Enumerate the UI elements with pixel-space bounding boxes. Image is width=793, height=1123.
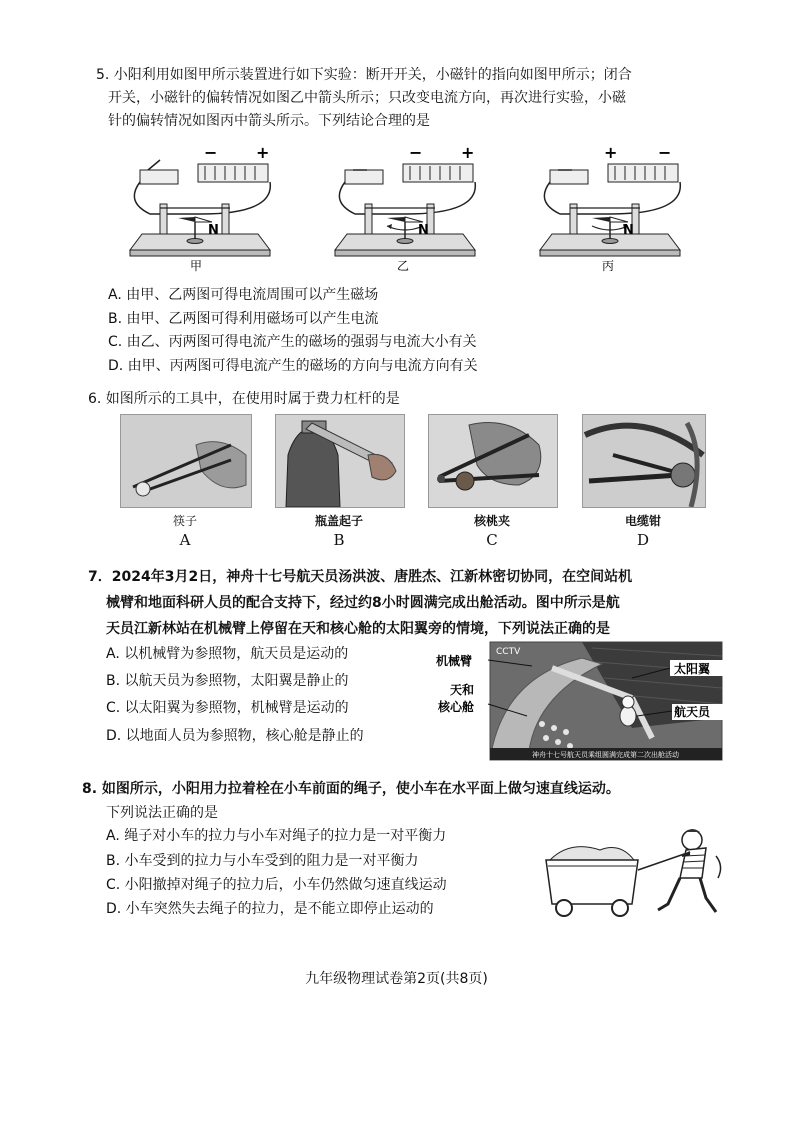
- q5-stem-line-2: 开关，小磁针的偏转情况如图乙中箭头所示；只改变电流方向，再次进行实验，小磁: [108, 90, 626, 106]
- q7-label-core-line1: 天和: [450, 683, 475, 697]
- q5-bing-label: 丙: [602, 259, 615, 272]
- q7-stem-line-1: 7．2024年3月2日，神舟十七号航天员汤洪波、唐胜杰、江新林密切协同，在空间站机: [88, 569, 633, 585]
- q8-stem-line-1: 8. 如图所示，小阳用力拉着栓在小车前面的绳子，使小车在水平面上做匀速直线运动。: [82, 781, 620, 797]
- q8-option-b[interactable]: B. 小车受到的拉力与小车受到的阻力是一对平衡力: [106, 853, 419, 869]
- q5-yi-n-label: N: [418, 223, 429, 238]
- q5-figure-yi: [325, 142, 485, 272]
- q5-stem-line-3: 针的偏转情况如图丙中箭头所示。下列结论合理的是: [108, 113, 430, 129]
- q7-label-astronaut: 航天员: [674, 705, 711, 719]
- q5-stem-line-1: 5. 小阳利用如图甲所示装置进行如下实验：断开开关，小磁针的指向如图甲所示；闭合: [96, 67, 632, 83]
- q5-yi-plus: +: [461, 143, 475, 162]
- q7-label-core-line2: 核心舱: [438, 700, 475, 714]
- q5-option-c[interactable]: C. 由乙、丙两图可得电流产生的磁场的强弱与电流大小有关: [108, 334, 477, 350]
- q5-bing-minus: −: [658, 143, 672, 162]
- q6-photo-cable-cutter: [582, 414, 706, 508]
- q6-caption-a: 筷子: [172, 514, 197, 528]
- q5-option-a[interactable]: A. 由甲、乙两图可得电流周围可以产生磁场: [108, 287, 379, 303]
- q5-figure-jia: [120, 142, 280, 272]
- q6-photo-chopsticks: [120, 414, 252, 508]
- q5-option-d[interactable]: D. 由甲、丙两图可得电流产生的磁场的方向与电流方向有关: [108, 358, 478, 374]
- q5-jia-label: 甲: [190, 259, 203, 272]
- q7-option-a[interactable]: A. 以机械臂为参照物，航天员是运动的: [106, 646, 349, 662]
- q7-option-b[interactable]: B. 以航天员为参照物，太阳翼是静止的: [106, 673, 349, 689]
- q5-jia-minus: −: [204, 143, 218, 162]
- q8-option-a[interactable]: A. 绳子对小车的拉力与小车对绳子的拉力是一对平衡力: [106, 828, 447, 844]
- q8-option-c[interactable]: C. 小阳撤掉对绳子的拉力后，小车仍然做匀速直线运动: [106, 877, 447, 893]
- q7-stem-line-2: 械臂和地面科研人员的配合支持下，经过约8小时圆满完成出舱活动。图中所示是航: [106, 595, 620, 611]
- q5-yi-label: 乙: [397, 259, 410, 272]
- q6-letter-d[interactable]: D: [636, 531, 650, 549]
- q7-stem-line-3: 天员江新林站在机械臂上停留在天和核心舱的太阳翼旁的情境，下列说法正确的是: [106, 621, 610, 637]
- q5-yi-minus: −: [409, 143, 423, 162]
- q7-option-c[interactable]: C. 以太阳翼为参照物，机械臂是运动的: [106, 700, 349, 716]
- q5-jia-plus: +: [256, 143, 270, 162]
- q6-letter-b[interactable]: B: [333, 531, 345, 549]
- q7-label-arm: 机械臂: [436, 654, 473, 668]
- q7-logo: CCTV: [496, 647, 521, 657]
- q5-figure-bing: [530, 142, 690, 272]
- q8-option-d[interactable]: D. 小车突然失去绳子的拉力，是不能立即停止运动的: [106, 901, 434, 917]
- q8-figure-cart-pull: [540, 826, 732, 922]
- q5-option-b[interactable]: B. 由甲、乙两图可得利用磁场可以产生电流: [108, 311, 379, 327]
- q5-bing-n-label: N: [623, 223, 634, 238]
- q6-photo-nutcracker: [428, 414, 558, 508]
- page-footer: 九年级物理试卷第2页(共8页): [305, 971, 488, 987]
- q5-jia-n-label: N: [208, 223, 219, 238]
- q6-stem: 6. 如图所示的工具中，在使用时属于费力杠杆的是: [88, 391, 400, 407]
- q6-caption-d: 电缆钳: [624, 514, 661, 528]
- q7-figure-space-station: [432, 638, 728, 764]
- q5-bing-plus: +: [604, 143, 618, 162]
- q6-letter-c[interactable]: C: [486, 531, 498, 549]
- q8-stem-line-2: 下列说法正确的是: [106, 805, 218, 821]
- q7-label-solar: 太阳翼: [674, 662, 711, 676]
- q6-letter-a[interactable]: A: [179, 531, 191, 549]
- q6-photo-bottle-opener: [275, 414, 405, 508]
- q7-option-d[interactable]: D. 以地面人员为参照物，核心舱是静止的: [106, 728, 364, 744]
- q6-caption-c: 核桃夹: [473, 514, 510, 528]
- q7-banner: 神舟十七号航天员乘组圆满完成第二次出舱活动: [532, 751, 679, 759]
- q6-caption-b: 瓶盖起子: [314, 514, 363, 528]
